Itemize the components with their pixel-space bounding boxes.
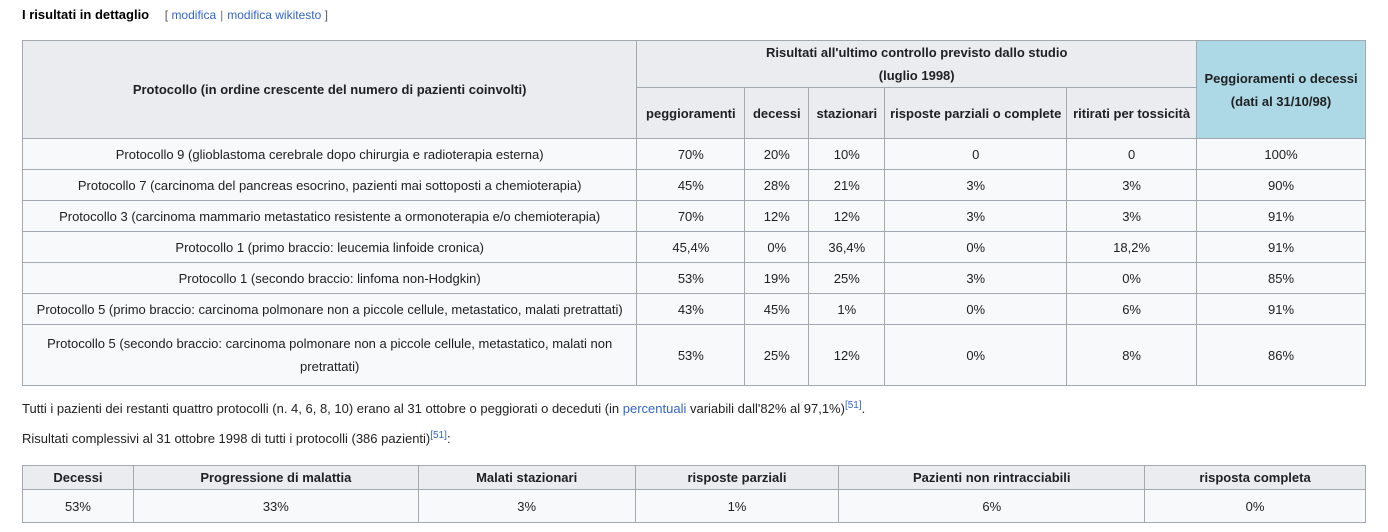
value-cell: 70% [637, 139, 745, 170]
value-cell: 19% [745, 263, 809, 294]
value-cell: 90% [1197, 170, 1366, 201]
value-cell: 3% [885, 263, 1067, 294]
header-results-group-line1: Risultati all'ultimo controllo previsto dallo studio [766, 45, 1068, 60]
note1-end: . [861, 401, 866, 416]
value-cell: 3% [1067, 201, 1197, 232]
value-cell: 25% [809, 263, 885, 294]
header-worsening-line2: (dati al 31/10/98) [1230, 93, 1332, 109]
note1-text-after: variabili dall'82% al 97,1%) [686, 401, 845, 416]
value-cell: 12% [809, 325, 885, 386]
reference-link[interactable]: [51] [844, 400, 862, 411]
value-cell: 3% [885, 170, 1067, 201]
header-stationary: Malati stazionari [418, 466, 635, 490]
protocol-cell: Protocollo 5 (secondo braccio: carcinoma polmonare non a piccole cellule, metastatico, malati non pretrattati) [23, 325, 637, 386]
subheader-stationary: stazionari [809, 88, 885, 139]
value-cell: 10% [809, 139, 885, 170]
note2-end: : [446, 431, 451, 446]
value-cell: 91% [1197, 294, 1366, 325]
table-row [23, 263, 1366, 294]
value-cell: 6% [839, 490, 1145, 523]
value-cell: 91% [1197, 201, 1366, 232]
protocol-cell: Protocollo 9 (glioblastoma cerebrale dopo chirurgia e radioterapia esterna) [23, 139, 637, 170]
overall-results-table [22, 465, 1366, 523]
value-cell: 45% [745, 294, 809, 325]
value-cell: 53% [23, 490, 134, 523]
header-progression: Progressione di malattia [133, 466, 418, 490]
table-row [23, 325, 1366, 386]
results-detail-table [22, 40, 1366, 386]
value-cell: 12% [809, 201, 885, 232]
header-results-group-line2: (luglio 1998) [878, 68, 955, 83]
value-cell: 6% [1067, 294, 1197, 325]
value-cell: 1% [635, 490, 839, 523]
header-partial-responses: risposte parziali [635, 466, 839, 490]
note-remaining-protocols [22, 401, 865, 416]
header-results-group [637, 41, 1197, 88]
header-deaths: Decessi [23, 466, 134, 490]
value-cell: 18,2% [1067, 232, 1197, 263]
section-title: I risultati in dettaglio [22, 7, 150, 22]
value-cell: 20% [745, 139, 809, 170]
note2-text: Risultati complessivi al 31 ottobre 1998 di tutti i protocolli (386 pazienti) [22, 431, 431, 446]
value-cell: 100% [1197, 139, 1366, 170]
protocol-cell: Protocollo 1 (primo braccio: leucemia linfoide cronica) [23, 232, 637, 263]
subheader-withdrawn: ritirati per tossicità [1067, 88, 1197, 139]
table-row [23, 201, 1366, 232]
note1-text: Tutti i pazienti dei restanti quattro protocolli (n. 4, 6, 8, 10) erano al 31 ottobre o peggiorati o deceduti (in [22, 401, 623, 416]
table-row [23, 232, 1366, 263]
value-cell: 33% [133, 490, 418, 523]
value-cell: 0% [885, 232, 1067, 263]
bracket-close: ] [324, 8, 328, 22]
value-cell: 0% [745, 232, 809, 263]
value-cell: 36,4% [809, 232, 885, 263]
subheader-deaths: decessi [745, 88, 809, 139]
header-untraceable: Pazienti non rintracciabili [839, 466, 1145, 490]
protocol-cell: Protocollo 5 (primo braccio: carcinoma polmonare non a piccole cellule, metastatico, malati pretrattati) [23, 294, 637, 325]
value-cell: 70% [637, 201, 745, 232]
value-cell: 53% [637, 325, 745, 386]
value-cell: 28% [745, 170, 809, 201]
value-cell: 21% [809, 170, 885, 201]
edit-source-link[interactable]: modifica wikitesto [227, 8, 322, 22]
table-row [23, 170, 1366, 201]
percentuali-link[interactable]: percentuali [622, 401, 687, 416]
protocol-cell: Protocollo 7 (carcinoma del pancreas esocrino, pazienti mai sottoposti a chemioterapia) [23, 170, 637, 201]
value-cell: 0% [1145, 490, 1366, 523]
table-row [23, 490, 1366, 523]
header-worsening-line1: Peggioramenti o decessi [1204, 70, 1358, 86]
value-cell: 0 [885, 139, 1067, 170]
bracket-open: [ [164, 8, 169, 22]
value-cell: 3% [418, 490, 635, 523]
subheader-responses: risposte parziali o complete [885, 88, 1067, 139]
value-cell: 43% [637, 294, 745, 325]
protocol-cell: Protocollo 3 (carcinoma mammario metastatico resistente a ormonoterapia e/o chemioterapia) [23, 201, 637, 232]
value-cell: 12% [745, 201, 809, 232]
value-cell: 25% [745, 325, 809, 386]
value-cell: 91% [1197, 232, 1366, 263]
value-cell: 3% [1067, 170, 1197, 201]
value-cell: 45,4% [637, 232, 745, 263]
protocol-cell: Protocollo 1 (secondo braccio: linfoma non-Hodgkin) [23, 263, 637, 294]
subheader-worsening: peggioramenti [637, 88, 745, 139]
reference-link[interactable]: [51] [430, 430, 447, 441]
value-cell: 45% [637, 170, 745, 201]
value-cell: 0% [885, 325, 1067, 386]
value-cell: 0% [885, 294, 1067, 325]
table-row [23, 294, 1366, 325]
value-cell: 85% [1197, 263, 1366, 294]
note-overall-results [22, 431, 451, 446]
table-row [23, 139, 1366, 170]
edit-links [165, 8, 328, 22]
value-cell: 3% [885, 201, 1067, 232]
value-cell: 86% [1197, 325, 1366, 386]
header-complete-response: risposta completa [1145, 466, 1366, 490]
value-cell: 53% [637, 263, 745, 294]
section-heading [22, 7, 328, 22]
header-worsening-or-deaths [1197, 41, 1366, 139]
value-cell: 0 [1067, 139, 1197, 170]
edit-separator: | [220, 8, 224, 22]
value-cell: 1% [809, 294, 885, 325]
header-protocol: Protocollo (in ordine crescente del numero di pazienti coinvolti) [23, 41, 637, 139]
value-cell: 8% [1067, 325, 1197, 386]
value-cell: 0% [1067, 263, 1197, 294]
edit-link[interactable]: modifica [171, 8, 217, 22]
